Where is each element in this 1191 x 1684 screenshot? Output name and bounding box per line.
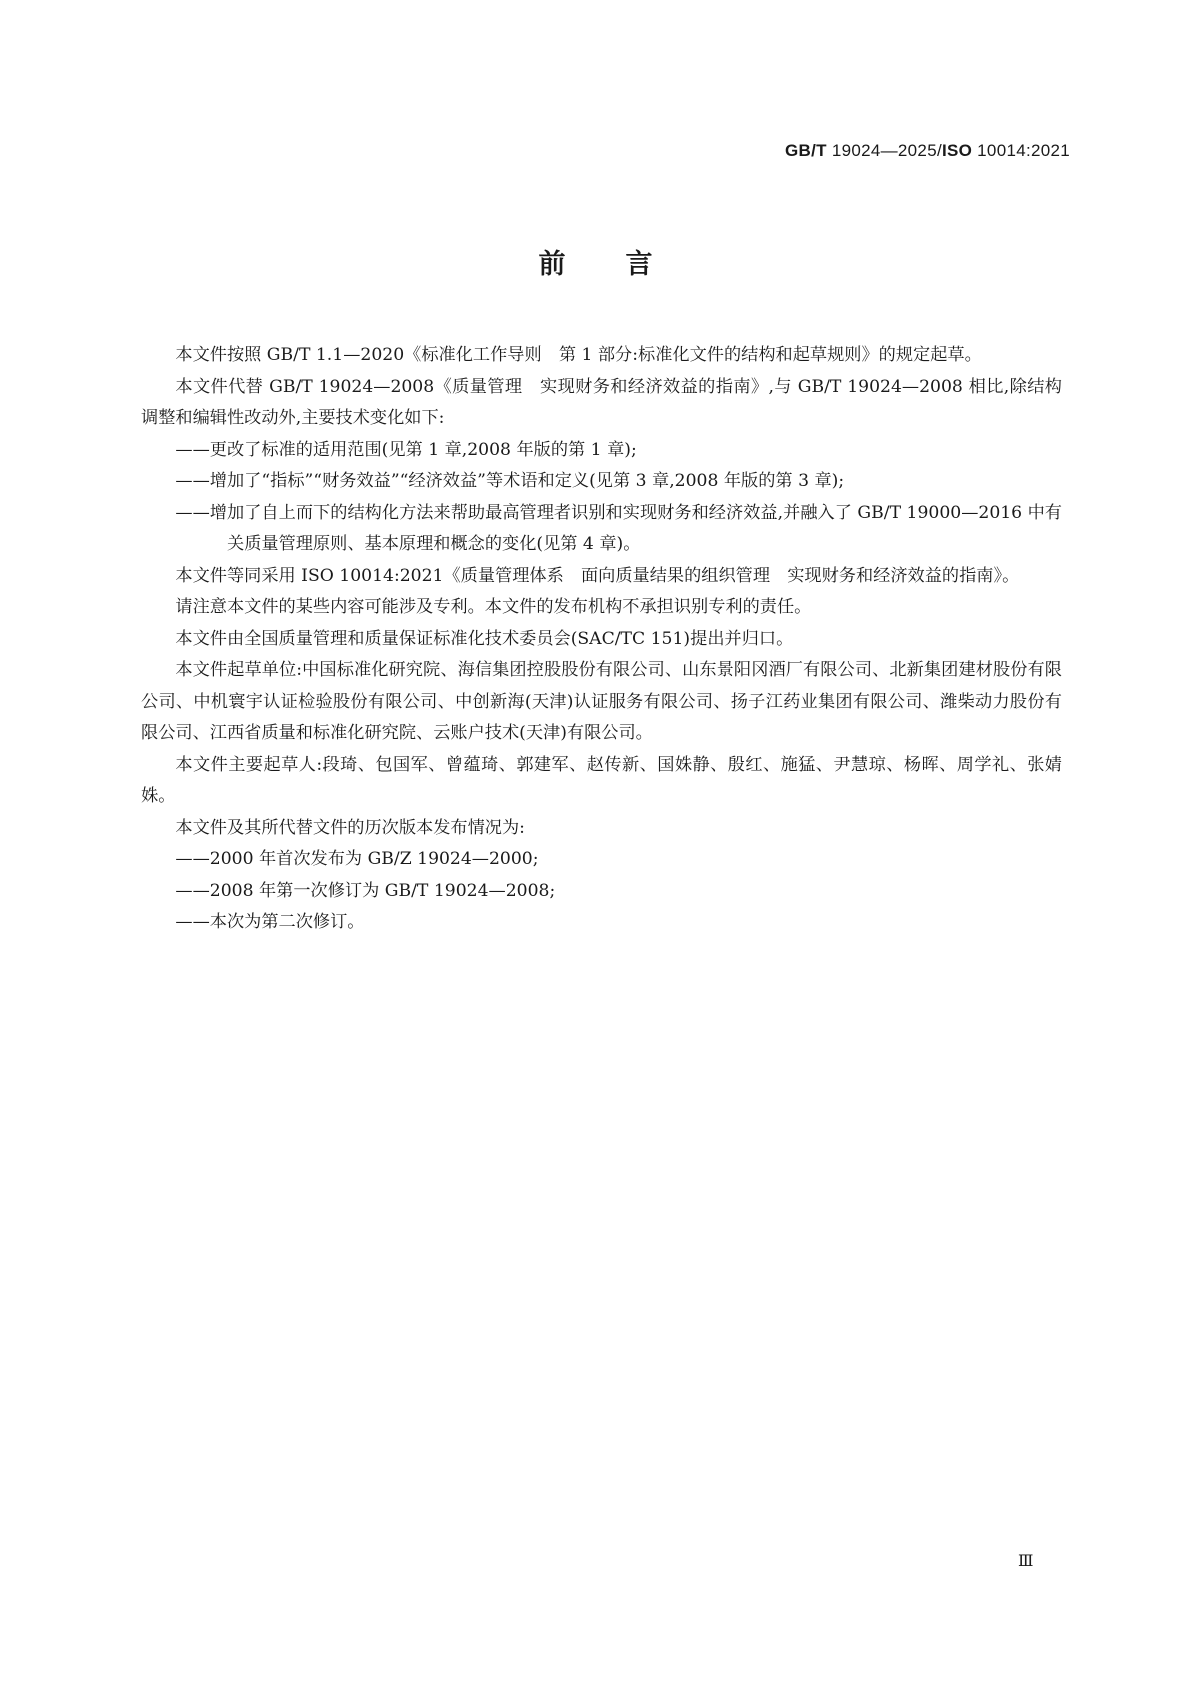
code-iso-number: 10014:2021 [972, 141, 1070, 160]
paragraph-patent-notice: 请注意本文件的某些内容可能涉及专利。本文件的发布机构不承担识别专利的责任。 [175, 597, 812, 617]
paragraph-drafting-units: 本文件起草单位:中国标准化研究院、海信集团控股股份有限公司、山东景阳冈酒厂有限公司、北新集团建材股份有限公司、中机寰宇认证检验股份有限公司、中创新海(天津)认证服务有限公司、扬子江药业集团有限公司、潍柴动力股份有限公司、江西省质量和标准化研究院、云账户技术(天津)有限公司。 [141, 660, 1062, 743]
paragraph-replacement: 本文件代替 GB/T 19024—2008《质量管理 实现财务和经济效益的指南》,与 GB/T 19024—2008 相比,除结构调整和编辑性改动外,主要技术变化如下: [141, 376, 1062, 428]
change-item-scope: ——更改了标准的适用范围(见第 1 章,2008 年版的第 1 章); [175, 439, 637, 460]
code-number: 19024—2025/ [826, 141, 942, 160]
history-item-current: ——本次为第二次修订。 [175, 912, 365, 932]
change-item-terms: ——增加了“指标”“财务效益”“经济效益”等术语和定义(见第 3 章,2008 年版的第 3 章); [175, 471, 845, 491]
page-number: Ⅲ [1018, 1551, 1034, 1570]
code-gbt: GB/T [785, 141, 827, 160]
document-code [785, 141, 1070, 161]
page-title: 前言 [538, 249, 713, 280]
paragraph-identical-adoption: 本文件等同采用 ISO 10014:2021《质量管理体系 面向质量结果的组织管理 实现财务和经济效益的指南》。 [175, 565, 1020, 586]
paragraph-committee: 本文件由全国质量管理和质量保证标准化技术委员会(SAC/TC 151)提出并归口。 [175, 628, 794, 649]
paragraph-version-history: 本文件及其所代替文件的历次版本发布情况为: [175, 817, 525, 838]
history-item-2008: ——2008 年第一次修订为 GB/T 19024—2008; [175, 880, 556, 901]
paragraph-drafting-rules: 本文件按照 GB/T 1.1—2020《标准化工作导则 第 1 部分:标准化文件的结构和起草规则》的规定起草。 [175, 345, 982, 365]
foreword-body [141, 340, 1062, 939]
code-iso: ISO [941, 141, 973, 160]
change-item-approach: ——增加了自上而下的结构化方法来帮助最高管理者识别和实现财务和经济效益,并融入了 GB/T 19000—2016 中有关质量管理原则、基本原理和概念的变化(见第 4 章)。 [175, 502, 1062, 554]
history-item-2000: ——2000 年首次发布为 GB/Z 19024—2000; [175, 849, 539, 869]
paragraph-drafters: 本文件主要起草人:段琦、包国军、曾蕴琦、郭建军、赵传新、国姝静、殷红、施猛、尹慧琼、杨晖、周学礼、张婧姝。 [141, 754, 1062, 806]
